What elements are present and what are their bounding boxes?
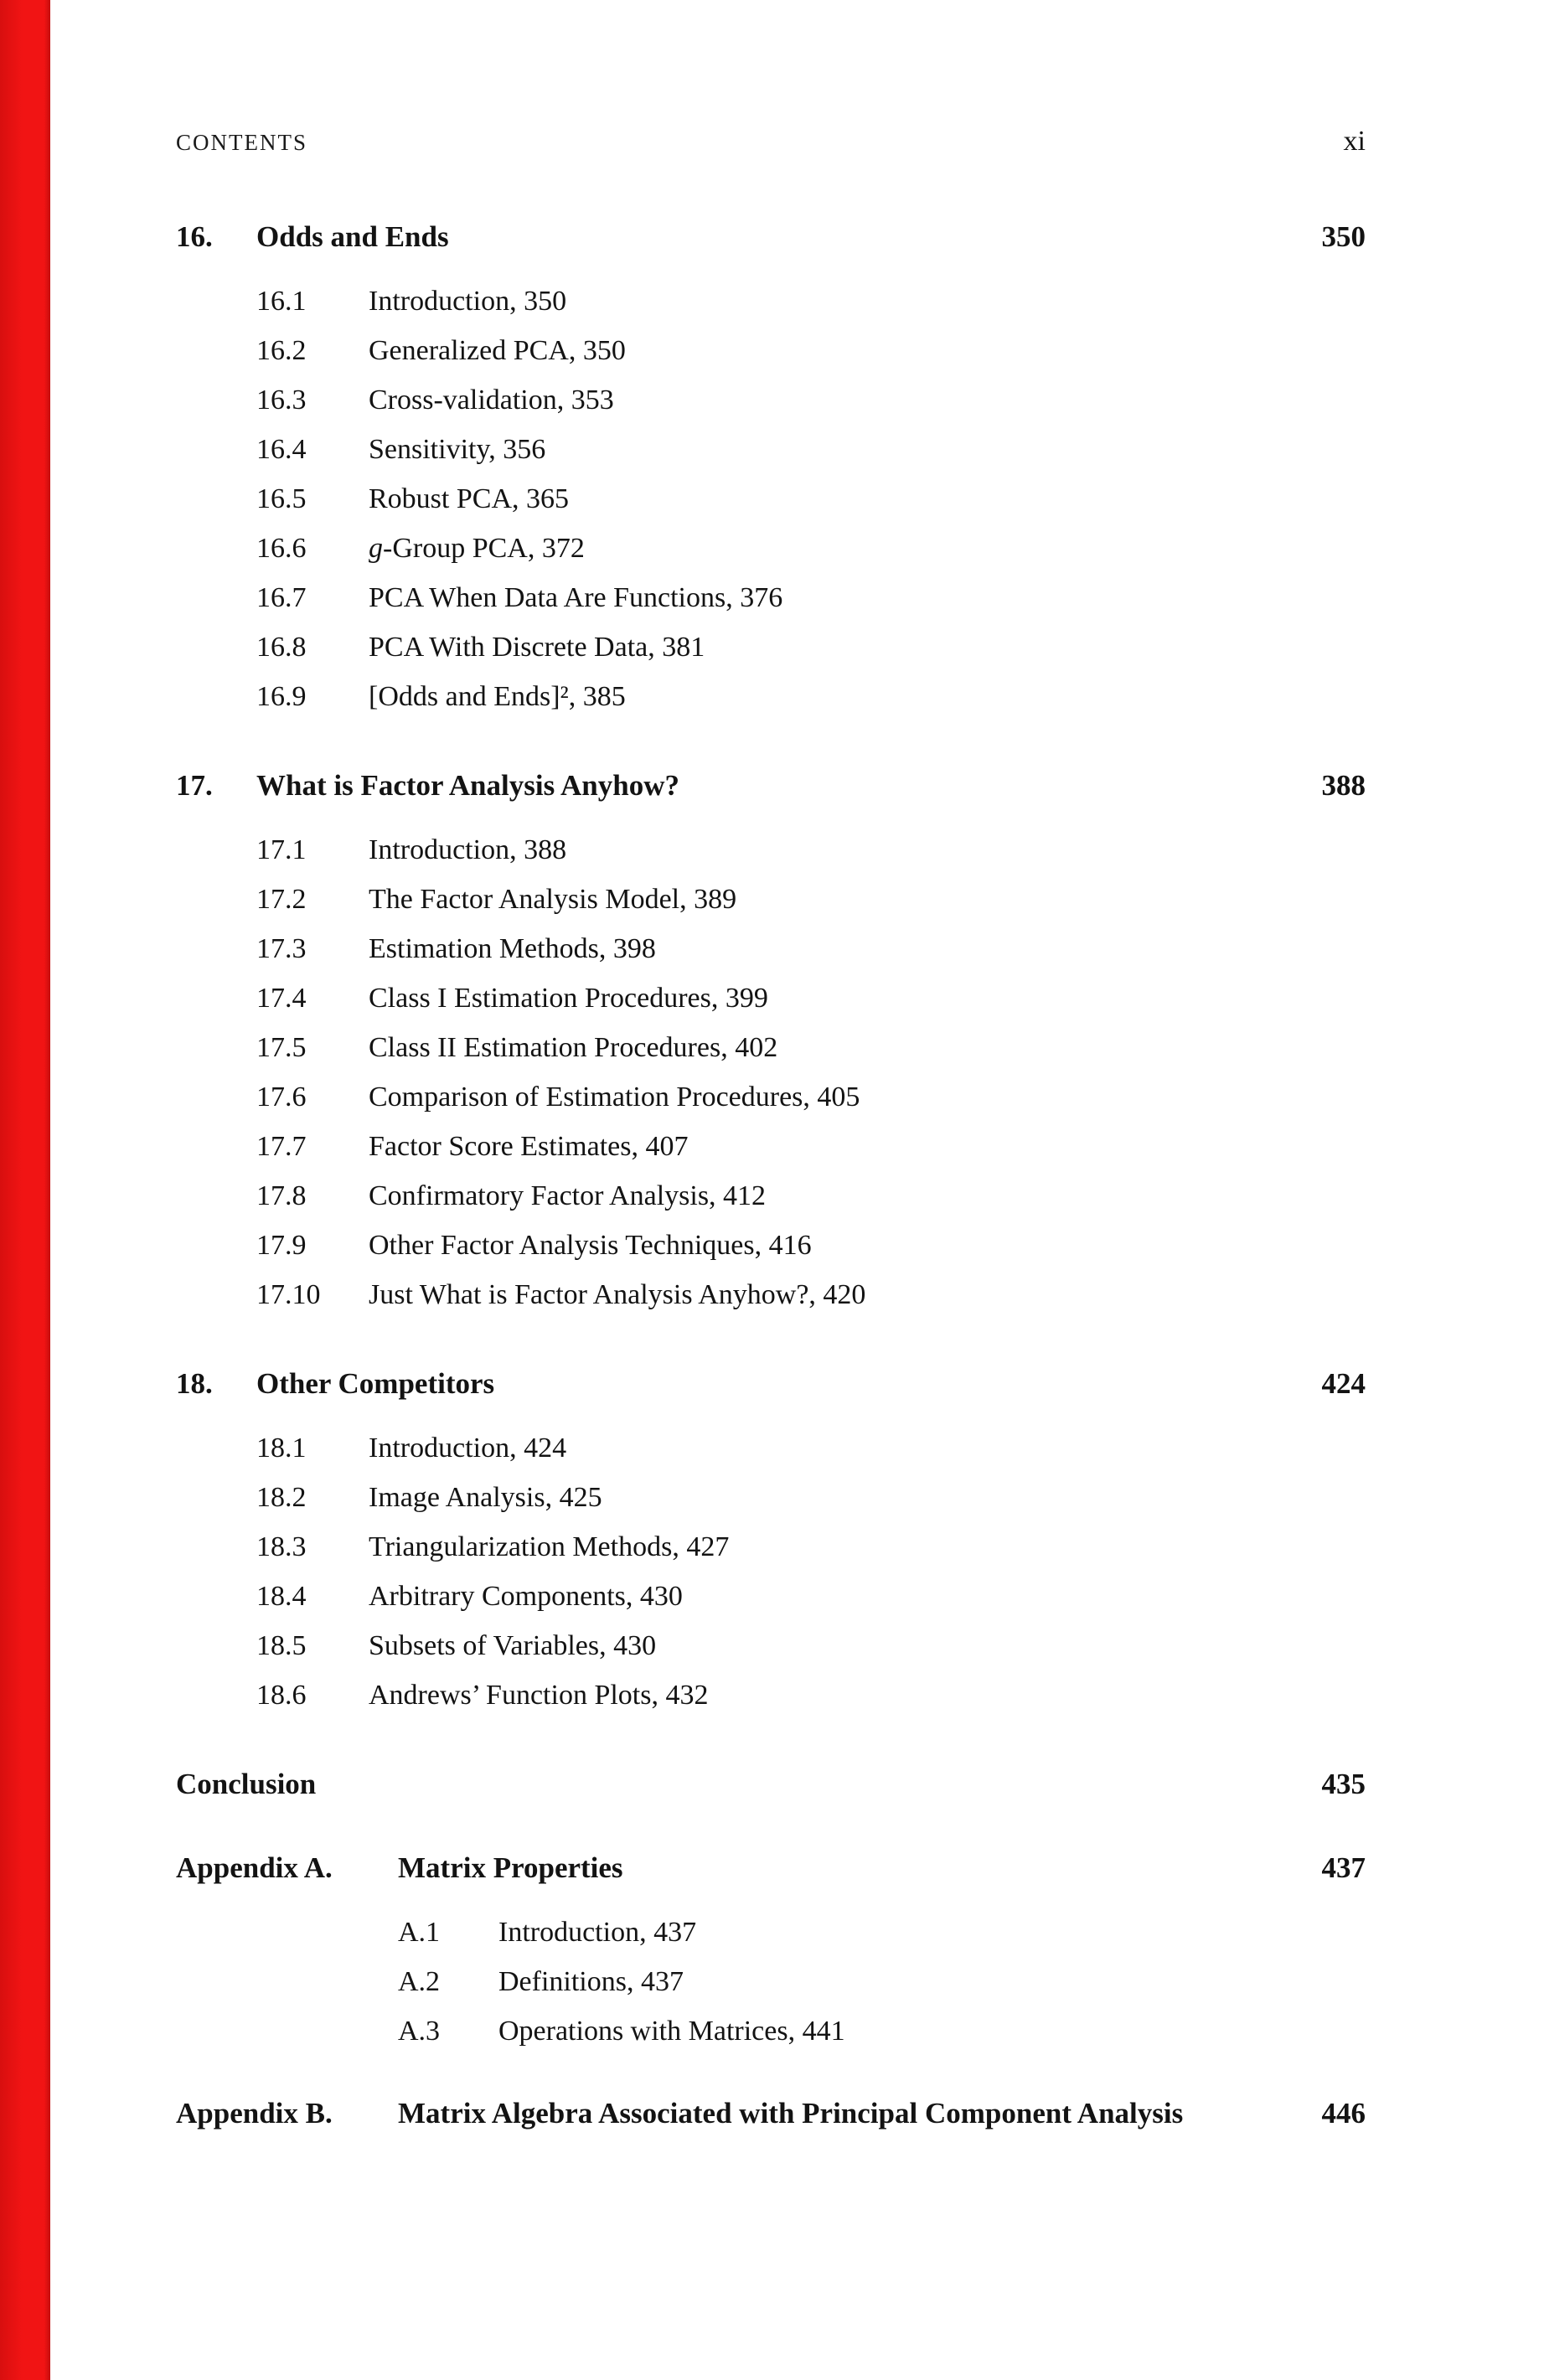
entry-number: 16.4 [256, 434, 307, 465]
entry-text [369, 1221, 1366, 1270]
toc-entry [256, 326, 1366, 375]
chapter-entries [176, 276, 1366, 721]
toc-entry [398, 2006, 1366, 2056]
chapter-title: Odds and Ends [256, 220, 449, 253]
entry-number: 17.3 [256, 933, 307, 964]
toc-entry [256, 1572, 1366, 1621]
entry-number: 18.2 [256, 1482, 307, 1513]
entry-text [369, 973, 1366, 1023]
appendix-page: 446 [1321, 2097, 1366, 2130]
folio-page-number: xi [1343, 126, 1366, 157]
chapter-heading [176, 767, 1366, 805]
entry-number: 17.9 [256, 1230, 307, 1261]
entry-label: [Odds and Ends]², 385 [369, 681, 626, 712]
entry-number: 17.10 [256, 1279, 321, 1310]
entry-label: Robust PCA, 365 [369, 483, 569, 514]
page-header [176, 126, 1366, 157]
entry-label: Factor Score Estimates, 407 [369, 1131, 689, 1162]
toc-chapter [176, 218, 1366, 721]
entry-text [369, 622, 1366, 672]
entry-label: Estimation Methods, 398 [369, 933, 656, 964]
entry-label: Operations with Matrices, 441 [498, 2016, 845, 2047]
section-title: Conclusion [176, 1768, 317, 1800]
chapter-entries [176, 825, 1366, 1319]
entry-text [369, 1423, 1366, 1473]
appendix-heading [176, 2094, 1366, 2133]
toc-chapter [176, 767, 1366, 1319]
chapter-title: Other Competitors [256, 1367, 495, 1400]
entry-text [369, 524, 1366, 573]
toc-entry [256, 524, 1366, 573]
entry-number: 16.8 [256, 632, 307, 663]
appendix-entries [176, 1908, 1366, 2056]
chapter-page: 350 [1321, 220, 1366, 253]
entry-label: Cross-validation, 353 [369, 385, 614, 416]
entry-number: 18.4 [256, 1581, 307, 1612]
toc-entry [256, 1670, 1366, 1720]
entry-text [369, 672, 1366, 721]
toc-entry [256, 825, 1366, 875]
entry-text [369, 425, 1366, 474]
entry-text [369, 474, 1366, 524]
appendix-label: Appendix B. [176, 2097, 333, 2130]
simple-heading [176, 1765, 1366, 1804]
entry-text [369, 825, 1366, 875]
entry-text [369, 276, 1366, 326]
entry-text [369, 875, 1366, 924]
toc-entry [256, 1423, 1366, 1473]
toc-entry [256, 1621, 1366, 1670]
contents-page [176, 126, 1366, 2171]
entry-label: Class II Estimation Procedures, 402 [369, 1032, 778, 1063]
appendix-page: 437 [1321, 1851, 1366, 1884]
toc-chapter [176, 1365, 1366, 1720]
entry-number: 16.2 [256, 335, 307, 366]
entry-label: Confirmatory Factor Analysis, 412 [369, 1180, 767, 1211]
toc-entry [398, 1908, 1366, 1957]
toc-appendix [176, 2094, 1366, 2133]
entry-number: 17.1 [256, 834, 307, 865]
entry-number: 18.1 [256, 1433, 307, 1464]
chapter-number: 18. [176, 1367, 213, 1400]
chapter-heading [176, 1365, 1366, 1403]
chapter-number: 17. [176, 769, 213, 802]
toc-entry [256, 1072, 1366, 1122]
entry-label: Other Factor Analysis Techniques, 416 [369, 1230, 812, 1261]
toc-entry [256, 622, 1366, 672]
toc-entry [256, 924, 1366, 973]
toc-entry [256, 1171, 1366, 1221]
entry-text [369, 1473, 1366, 1522]
entry-label: PCA When Data Are Functions, 376 [369, 582, 783, 613]
entry-label: Just What is Factor Analysis Anyhow?, 420 [369, 1279, 866, 1310]
entry-label: Sensitivity, 356 [369, 434, 546, 465]
entry-label: Andrews’ Function Plots, 432 [369, 1680, 709, 1711]
entry-text [369, 1122, 1366, 1171]
toc-entry [256, 474, 1366, 524]
entry-number: 17.2 [256, 884, 307, 915]
entry-text [369, 1621, 1366, 1670]
appendix-heading [176, 1849, 1366, 1887]
entry-label: Introduction, 424 [369, 1433, 567, 1464]
chapter-page: 388 [1321, 769, 1366, 802]
toc-appendix [176, 1849, 1366, 2056]
entry-number: 18.6 [256, 1680, 307, 1711]
toc-entry [256, 1023, 1366, 1072]
entry-label: Introduction, 388 [369, 834, 567, 865]
entry-text [369, 1072, 1366, 1122]
entry-number: 17.8 [256, 1180, 307, 1211]
toc-entry [256, 1522, 1366, 1572]
toc-entry [398, 1957, 1366, 2006]
entry-number: A.1 [398, 1917, 441, 1948]
entry-number: 17.6 [256, 1082, 307, 1113]
entry-number: 17.7 [256, 1131, 307, 1162]
entry-label: Class I Estimation Procedures, 399 [369, 983, 768, 1014]
toc-entry [256, 1270, 1366, 1319]
chapter-page: 424 [1321, 1367, 1366, 1400]
entry-number: A.3 [398, 2016, 441, 2047]
entry-label: Generalized PCA, 350 [369, 335, 626, 366]
toc-simple-section [176, 1765, 1366, 1804]
entry-number: 17.4 [256, 983, 307, 1014]
entry-label: -Group PCA, 372 [383, 533, 585, 564]
chapter-number: 16. [176, 220, 213, 253]
running-head: CONTENTS [176, 130, 307, 155]
toc-entry [256, 375, 1366, 425]
appendix-title: Matrix Properties [398, 1851, 623, 1884]
entry-text [498, 2006, 1366, 2056]
entry-text [369, 573, 1366, 622]
entry-number: 16.9 [256, 681, 307, 712]
entry-label: Image Analysis, 425 [369, 1482, 602, 1513]
toc-entry [256, 672, 1366, 721]
entry-text [369, 1171, 1366, 1221]
entry-text [498, 1957, 1366, 2006]
entry-label: The Factor Analysis Model, 389 [369, 884, 737, 915]
entry-text [369, 1522, 1366, 1572]
entry-text [369, 326, 1366, 375]
entry-label: Subsets of Variables, 430 [369, 1630, 657, 1661]
entry-number: 18.3 [256, 1531, 307, 1562]
entry-number: 17.5 [256, 1032, 307, 1063]
entry-number: 16.5 [256, 483, 307, 514]
entry-number: 16.3 [256, 385, 307, 416]
entry-label: Definitions, 437 [498, 1966, 684, 1997]
entry-text [369, 1572, 1366, 1621]
appendix-label: Appendix A. [176, 1851, 333, 1884]
entry-text [369, 1270, 1366, 1319]
chapter-heading [176, 218, 1366, 256]
entry-number: 18.5 [256, 1630, 307, 1661]
entry-label: Triangularization Methods, 427 [369, 1531, 730, 1562]
toc-entry [256, 573, 1366, 622]
section-page: 435 [1321, 1768, 1366, 1800]
entry-number: 16.6 [256, 533, 307, 564]
entry-label: Introduction, 350 [369, 286, 567, 317]
entry-label: Comparison of Estimation Procedures, 405 [369, 1082, 860, 1113]
toc-entry [256, 1473, 1366, 1522]
entry-text [369, 1023, 1366, 1072]
toc-entry [256, 1122, 1366, 1171]
appendix-title: Matrix Algebra Associated with Principal Component Analysis [398, 2097, 1184, 2130]
toc-entry [256, 276, 1366, 326]
entry-number: A.2 [398, 1966, 441, 1997]
book-edge-stripe [0, 0, 50, 2380]
toc-entry [256, 973, 1366, 1023]
entry-text [369, 924, 1366, 973]
entry-italic-prefix: g [369, 533, 383, 564]
chapter-title: What is Factor Analysis Anyhow? [256, 769, 679, 802]
table-of-contents [176, 218, 1366, 2133]
entry-number: 16.1 [256, 286, 307, 317]
entry-label: Arbitrary Components, 430 [369, 1581, 683, 1612]
toc-entry [256, 1221, 1366, 1270]
toc-entry [256, 425, 1366, 474]
toc-entry [256, 875, 1366, 924]
entry-text [498, 1908, 1366, 1957]
entry-text [369, 375, 1366, 425]
entry-text [369, 1670, 1366, 1720]
entry-label: Introduction, 437 [498, 1917, 697, 1948]
entry-label: PCA With Discrete Data, 381 [369, 632, 705, 663]
chapter-entries [176, 1423, 1366, 1720]
entry-number: 16.7 [256, 582, 307, 613]
